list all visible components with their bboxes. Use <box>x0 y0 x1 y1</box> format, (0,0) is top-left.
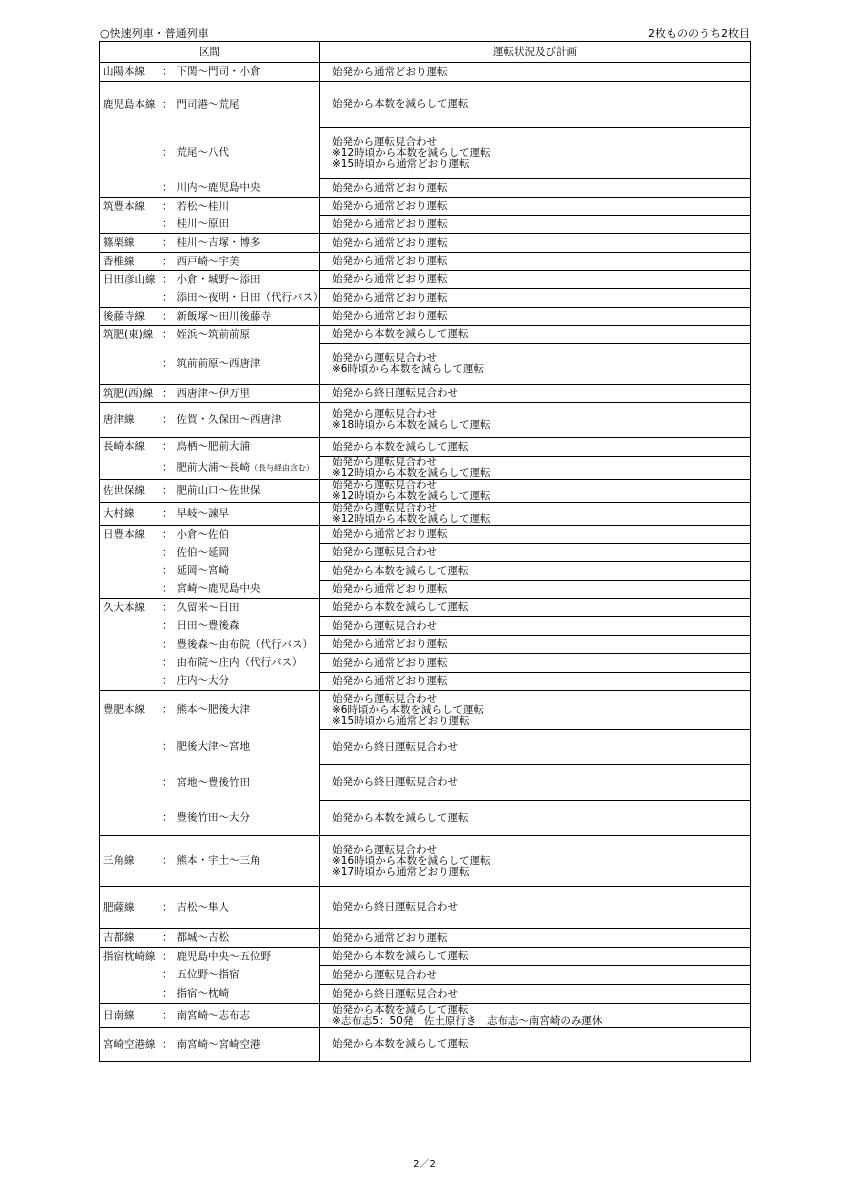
route-separator: ： <box>162 601 173 614</box>
route-text: 佐伯～延岡 <box>176 546 229 558</box>
route-separator: ： <box>162 546 173 558</box>
table-row <box>100 581 751 599</box>
line-name: 吉都線 <box>103 931 135 944</box>
line-name: 筑豊本線 <box>103 200 145 213</box>
table-row <box>100 765 751 801</box>
route-segment <box>162 602 240 613</box>
section-cell <box>100 289 324 308</box>
status-cell: 始発から運転見合わせ <box>320 617 751 636</box>
section-cell <box>100 673 320 691</box>
status-cell: 始発から通常どおり運転 <box>320 198 751 216</box>
table-row <box>100 654 751 673</box>
section-cell <box>100 636 320 654</box>
section-cell <box>100 403 320 438</box>
status-cell: 始発から本数を減らして運転 <box>320 1028 751 1062</box>
route-segment <box>162 566 229 577</box>
section-cell <box>100 730 320 765</box>
route-segment <box>162 988 229 999</box>
section-cell <box>100 82 320 128</box>
route-separator: ： <box>162 200 173 213</box>
line-name: 長崎本線 <box>103 440 145 453</box>
table-row <box>100 326 751 344</box>
table-row <box>100 234 751 253</box>
status-cell: 始発から終日運転見合わせ <box>320 887 751 929</box>
line-name: 佐世保線 <box>103 484 145 497</box>
route-text: 小倉・城野～添田 <box>176 273 261 286</box>
section-cell <box>100 385 320 403</box>
route-segment <box>162 1039 261 1050</box>
section-cell <box>100 654 320 673</box>
table-row <box>100 948 751 966</box>
section-cell <box>100 438 320 457</box>
table-row <box>100 82 751 128</box>
status-cell: 始発から終日運転見合わせ <box>320 985 751 1004</box>
status-cell: 始発から運転見合わせ ※18時頃から本数を減らして運転 <box>320 403 751 438</box>
train-status-table <box>99 41 751 1062</box>
table-row <box>100 480 751 503</box>
section-cell <box>100 801 320 836</box>
route-text: 鳥栖～肥前大浦 <box>176 440 250 453</box>
table-row <box>100 1028 751 1062</box>
table-row <box>100 457 751 480</box>
route-segment <box>162 238 261 249</box>
route-text: 五位野～指宿 <box>176 968 240 981</box>
section-cell <box>100 179 320 198</box>
line-name: 香椎線 <box>103 255 135 267</box>
section-cell <box>100 526 320 544</box>
route-segment <box>162 256 240 267</box>
route-separator: ： <box>162 950 173 963</box>
table-row <box>100 63 751 82</box>
table-row <box>100 985 751 1004</box>
route-segment <box>162 148 229 159</box>
line-name: 大村線 <box>103 507 135 520</box>
table-row <box>100 503 751 526</box>
route-text: 下関～門司・小倉 <box>176 65 261 78</box>
section-cell <box>100 503 320 526</box>
table-row <box>100 562 751 581</box>
status-cell: 始発から通常どおり運転 <box>320 216 751 234</box>
route-separator: ： <box>162 310 173 322</box>
status-cell: 始発から本数を減らして運転 ※志布志5：50発 佐土原行き 志布志～南宮崎のみ運休 <box>320 1004 751 1028</box>
table-row <box>100 216 751 234</box>
route-text: 豊後森～由布院（代行バス） <box>176 638 313 650</box>
section-cell <box>100 581 320 599</box>
route-segment <box>162 705 250 716</box>
route-segment <box>162 99 240 110</box>
route-segment <box>162 388 250 399</box>
route-note: （長与経由含む） <box>250 463 314 473</box>
table-row <box>100 179 751 198</box>
table-row <box>100 691 751 730</box>
table-row <box>100 636 751 654</box>
route-text: 西戸崎～宇美 <box>176 255 240 267</box>
line-name: 筑肥(東)線 <box>103 328 154 341</box>
route-separator: ： <box>162 146 173 159</box>
table-row <box>100 966 751 985</box>
line-name: 筑肥(西)線 <box>103 387 154 399</box>
route-segment <box>162 311 271 322</box>
table-row <box>100 836 751 887</box>
route-separator: ： <box>162 638 173 650</box>
route-separator: ： <box>162 619 173 632</box>
section-cell <box>100 128 320 179</box>
status-cell: 始発から通常どおり運転 <box>320 929 751 948</box>
route-text: 荒尾～八代 <box>176 146 229 159</box>
route-text: 西唐津～伊万里 <box>176 387 250 399</box>
status-cell: 始発から通常どおり運転 <box>320 63 751 82</box>
status-cell: 始発から運転見合わせ ※12時頃から本数を減らして運転 <box>320 503 751 526</box>
section-cell <box>100 1028 320 1062</box>
route-segment <box>162 584 261 595</box>
route-segment <box>162 329 250 340</box>
section-cell <box>100 887 320 929</box>
status-cell: 始発から運転見合わせ ※12時頃から本数を減らして運転 <box>320 480 751 503</box>
column-header-status: 運転状況及び計画 <box>320 42 751 63</box>
table-row <box>100 253 751 271</box>
table-row <box>100 599 751 617</box>
table-row <box>100 198 751 216</box>
section-cell <box>100 216 320 234</box>
route-text: 吉松～隼人 <box>176 901 229 913</box>
section-cell <box>100 544 320 562</box>
section-cell <box>100 63 320 82</box>
status-cell: 始発から本数を減らして運転 <box>320 562 751 581</box>
section-cell <box>100 480 320 503</box>
route-segment <box>162 951 271 962</box>
route-segment <box>162 933 229 944</box>
route-separator: ： <box>162 65 173 78</box>
route-text: 由布院～庄内（代行バス） <box>176 656 303 669</box>
route-segment <box>162 676 229 687</box>
section-cell <box>100 617 320 636</box>
status-cell: 始発から通常どおり運転 <box>320 673 751 691</box>
section-cell <box>100 966 320 985</box>
route-separator: ： <box>162 528 173 541</box>
route-segment <box>162 486 261 497</box>
route-separator: ： <box>162 656 173 669</box>
route-text: 佐賀・久保田～西唐津 <box>176 413 282 426</box>
line-name: 鹿児島本線 <box>103 98 156 111</box>
status-cell: 始発から通常どおり運転 <box>320 253 751 271</box>
route-segment <box>162 415 282 426</box>
status-cell: 始発から通常どおり運転 <box>320 179 751 198</box>
status-cell: 始発から運転見合わせ <box>320 544 751 562</box>
section-cell <box>100 308 320 326</box>
line-name: 篠栗線 <box>103 236 135 249</box>
section-cell <box>100 344 320 385</box>
section-cell <box>100 948 320 966</box>
route-separator: ： <box>162 674 173 687</box>
route-separator: ： <box>162 703 173 716</box>
route-text: 豊後竹田～大分 <box>176 811 250 824</box>
route-text: 延岡～宮崎 <box>176 564 229 577</box>
route-text: 日田～豊後森 <box>176 619 240 632</box>
table-row <box>100 385 751 403</box>
line-name: 宮崎空港線 <box>103 1038 156 1050</box>
route-separator: ： <box>162 1009 173 1021</box>
route-text: 肥前大浦～長崎 <box>176 461 250 474</box>
route-separator: ： <box>162 98 173 111</box>
route-separator: ： <box>162 484 173 497</box>
page-number: 2／2 <box>413 1159 436 1170</box>
line-name: 指宿枕崎線 <box>103 950 156 963</box>
route-segment <box>162 529 229 540</box>
status-cell: 始発から通常どおり運転 <box>320 654 751 673</box>
status-cell: 始発から終日運転見合わせ <box>320 385 751 403</box>
route-separator: ： <box>162 740 173 753</box>
route-text: 庄内～大分 <box>176 674 229 687</box>
line-name: 日豊本線 <box>103 528 145 541</box>
table-row <box>100 403 751 438</box>
route-segment <box>162 182 261 193</box>
route-text: 門司港～荒尾 <box>176 98 240 111</box>
route-separator: ： <box>162 413 173 426</box>
status-cell: 始発から通常どおり運転 <box>320 526 751 544</box>
line-name: 唐津線 <box>103 413 135 426</box>
route-text: 桂川～吉塚・博多 <box>176 236 261 249</box>
route-segment <box>162 621 240 632</box>
route-text: 南宮崎～志布志 <box>176 1009 250 1021</box>
route-text: 南宮崎～宮崎空港 <box>176 1038 261 1050</box>
table-row <box>100 730 751 765</box>
route-segment <box>162 639 313 650</box>
status-cell: 始発から通常どおり運転 <box>320 271 751 289</box>
route-segment <box>162 970 240 981</box>
route-separator: ： <box>162 811 173 824</box>
route-text: 宮地～豊後竹田 <box>176 776 250 788</box>
route-text: 肥前山口～佐世保 <box>176 484 261 497</box>
route-segment <box>162 812 250 823</box>
route-separator: ： <box>162 236 173 249</box>
status-cell: 始発から本数を減らして運転 <box>320 82 751 128</box>
line-name: 久大本線 <box>103 601 145 614</box>
section-cell <box>100 253 320 271</box>
route-separator: ： <box>162 582 173 595</box>
route-segment <box>162 442 250 453</box>
route-separator: ： <box>162 461 173 474</box>
section-cell <box>100 985 320 1004</box>
line-name: 山陽本線 <box>103 65 145 78</box>
route-text: 鹿児島中央～五位野 <box>176 950 271 963</box>
section-cell <box>100 599 320 617</box>
section-cell <box>100 836 320 887</box>
status-cell: 始発から本数を減らして運転 <box>320 801 751 836</box>
route-text: 指宿～枕崎 <box>176 987 229 1000</box>
section-cell <box>100 326 320 344</box>
route-separator: ： <box>162 217 173 230</box>
route-separator: ： <box>162 776 173 788</box>
table-row <box>100 438 751 457</box>
route-segment <box>162 547 229 558</box>
route-separator: ： <box>162 328 173 341</box>
section-cell <box>100 929 320 948</box>
table-header-row <box>100 42 751 63</box>
status-cell: 始発から通常どおり運転 <box>320 581 751 599</box>
route-separator: ： <box>162 357 173 370</box>
status-cell: 始発から終日運転見合わせ <box>320 730 751 765</box>
section-cell <box>100 234 320 253</box>
route-separator: ： <box>162 181 173 194</box>
route-segment <box>162 67 261 78</box>
section-cell <box>100 765 320 801</box>
route-segment <box>162 856 261 867</box>
route-segment <box>162 1010 250 1021</box>
route-segment <box>162 274 261 285</box>
route-segment <box>162 509 229 520</box>
table-row <box>100 308 751 326</box>
route-text: 都城～吉松 <box>176 931 229 944</box>
route-text: 新飯塚～田川後藤寺 <box>176 310 271 322</box>
status-cell: 始発から通常どおり運転 <box>320 289 751 308</box>
table-row <box>100 617 751 636</box>
section-title: ○快速列車・普通列車 <box>100 27 209 40</box>
status-cell: 始発から運転見合わせ ※6時頃から本数を減らして運転 <box>320 344 751 385</box>
table-row <box>100 544 751 562</box>
route-segment <box>162 658 303 669</box>
route-text: 久留米～日田 <box>176 601 240 614</box>
status-cell: 始発から通常どおり運転 <box>320 308 751 326</box>
route-segment <box>162 219 229 230</box>
route-separator: ： <box>162 507 173 520</box>
status-cell: 始発から通常どおり運転 <box>320 636 751 654</box>
route-segment <box>162 358 261 369</box>
route-text: 添田～夜明・日田（代行バス） <box>176 291 324 304</box>
status-cell: 始発から終日運転見合わせ <box>320 765 751 801</box>
route-segment <box>162 201 229 212</box>
line-name: 豊肥本線 <box>103 703 145 716</box>
status-cell: 始発から本数を減らして運転 <box>320 599 751 617</box>
section-cell <box>100 457 320 480</box>
status-cell: 始発から運転見合わせ <box>320 966 751 985</box>
route-separator: ： <box>162 1038 173 1050</box>
route-text: 桂川～原田 <box>176 217 229 230</box>
table-row <box>100 929 751 948</box>
route-text: 早岐～諫早 <box>176 507 229 520</box>
section-cell <box>100 198 320 216</box>
route-text: 筑前前原～西唐津 <box>176 357 261 370</box>
route-segment <box>162 292 324 303</box>
line-name: 日田彦山線 <box>103 273 156 286</box>
route-text: 宮崎～鹿児島中央 <box>176 582 261 595</box>
column-header-section: 区間 <box>100 42 320 63</box>
route-separator: ： <box>162 987 173 1000</box>
line-name: 日南線 <box>103 1009 135 1021</box>
table-row <box>100 289 751 308</box>
status-cell: 始発から本数を減らして運転 <box>320 948 751 966</box>
route-separator: ： <box>162 968 173 981</box>
route-separator: ： <box>162 387 173 399</box>
table-row <box>100 887 751 929</box>
status-cell: 始発から運転見合わせ ※6時頃から本数を減らして運転 ※15時頃から通常どおり運転 <box>320 691 751 730</box>
section-cell <box>100 691 320 730</box>
status-cell: 始発から本数を減らして運転 <box>320 326 751 344</box>
route-separator: ： <box>162 440 173 453</box>
section-cell <box>100 562 320 581</box>
route-text: 若松～桂川 <box>176 200 229 213</box>
route-segment <box>162 742 250 753</box>
line-name: 肥薩線 <box>103 901 135 913</box>
status-cell: 始発から本数を減らして運転 <box>320 438 751 457</box>
route-text: 小倉～佐伯 <box>176 528 229 541</box>
section-cell <box>100 1004 320 1028</box>
status-cell: 始発から運転見合わせ ※16時頃から本数を減らして運転 ※17時頃から通常どおり運転 <box>320 836 751 887</box>
table-row <box>100 271 751 289</box>
route-segment <box>162 462 314 473</box>
table-row <box>100 128 751 179</box>
table-row <box>100 801 751 836</box>
route-separator: ： <box>162 901 173 913</box>
page-count-label: 2枚もののうち2枚目 <box>648 27 750 40</box>
route-text: 姪浜～筑前前原 <box>176 328 250 341</box>
route-text: 熊本～肥後大津 <box>176 703 250 716</box>
route-separator: ： <box>162 273 173 286</box>
route-separator: ： <box>162 255 173 267</box>
route-text: 肥後大津～宮地 <box>176 740 250 753</box>
status-cell: 始発から通常どおり運転 <box>320 234 751 253</box>
route-separator: ： <box>162 931 173 944</box>
line-name: 三角線 <box>103 854 135 867</box>
route-separator: ： <box>162 291 173 304</box>
route-text: 熊本・宇土～三角 <box>176 854 261 867</box>
table-row <box>100 1004 751 1028</box>
route-segment <box>162 777 250 788</box>
table-row <box>100 344 751 385</box>
section-cell <box>100 271 320 289</box>
route-segment <box>162 902 229 913</box>
status-cell: 始発から運転見合わせ ※12時頃から本数を減らして運転 ※15時頃から通常どおり運転 <box>320 128 751 179</box>
status-cell: 始発から運転見合わせ ※12時頃から本数を減らして運転 <box>320 457 751 480</box>
table-row <box>100 526 751 544</box>
route-separator: ： <box>162 564 173 577</box>
route-text: 川内～鹿児島中央 <box>176 181 261 194</box>
line-name: 後藤寺線 <box>103 310 145 322</box>
route-separator: ： <box>162 854 173 867</box>
table-row <box>100 673 751 691</box>
